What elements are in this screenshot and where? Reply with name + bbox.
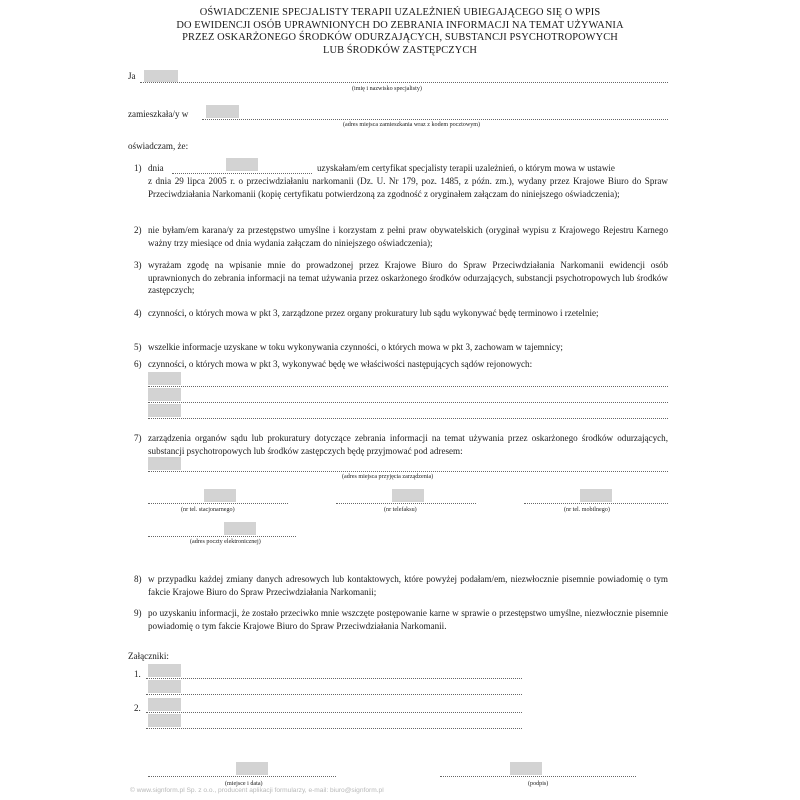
- court-field-1[interactable]: [148, 372, 181, 385]
- name-line: [140, 82, 668, 83]
- court-field-3[interactable]: [148, 404, 181, 417]
- email-field[interactable]: [224, 522, 256, 535]
- footer-copyright: © www.signform.pl Sp. z o.o., producent aplikacji formularzy, e-mail: biuro@signform.pl: [130, 787, 384, 794]
- delivery-address-line: [148, 471, 668, 472]
- court-line-2: [148, 402, 668, 403]
- fax-field[interactable]: [392, 489, 424, 502]
- item-1-dnia: dnia: [148, 163, 164, 173]
- attachment-1-line-a: [146, 678, 522, 679]
- attachment-1-field-a[interactable]: [148, 664, 181, 677]
- item-8-text: w przypadku każdej zmiany danych adresowych lub kontaktowych, które powyżej podałam/em, niezwłocznie pisemnie powiadomię o tym fakcie Krajowe Biuro do Spraw Przeciwdziałania Narkomanii;: [148, 574, 668, 597]
- title-line-2: DO EWIDENCJI OSÓB UPRAWNIONYCH DO ZEBRANIA INFORMACJI NA TEMAT UŻYWANIA: [176, 19, 624, 31]
- address-caption: (adres miejsca zamieszkania wraz z kodem pocztowym): [343, 122, 481, 128]
- phone-field[interactable]: [204, 489, 236, 502]
- place-date-field[interactable]: [236, 762, 268, 775]
- attachment-1-line-b: [146, 694, 522, 695]
- phone-line: [148, 503, 288, 504]
- item-3-number: 3): [134, 260, 142, 270]
- item-3-text: wyrażam zgodę na wpisanie mnie do prowadzonej przez Krajowe Biuro do Spraw Przeciwdziałania Narkomanii ewidencji osób uprawnionych do zebrania informacji na temat używania przez oskarżonego środków odurzających, substancji psychotropowych lub środków zastępczych;: [148, 260, 668, 296]
- item-9-text: po uzyskaniu informacji, że zostało przeciwko mnie wszczęte postępowanie karne w sprawie o przestępstwo umyślne, niezwłocznie pisemnie powiadomię o tym fakcie Krajowe Biuro do Spraw Przeciwdziałania Narkomanii.: [148, 608, 668, 631]
- attachments-label: Załączniki:: [128, 651, 169, 661]
- attachment-2-number: 2.: [134, 703, 141, 713]
- court-line-1: [148, 386, 668, 387]
- attachment-2-field-b[interactable]: [148, 714, 181, 727]
- item-9-number: 9): [134, 608, 142, 618]
- declare-text: oświadczam, że:: [128, 141, 189, 151]
- signature-field[interactable]: [510, 762, 542, 775]
- mobile-caption: (nr tel. mobilnego): [564, 507, 610, 513]
- name-field[interactable]: [144, 70, 178, 82]
- item-1-text-a: uzyskałam/em certyfikat specjalisty terapii uzależnień, o którym mowa w ustawie: [317, 163, 615, 173]
- court-field-2[interactable]: [148, 388, 181, 401]
- delivery-address-field[interactable]: [148, 457, 181, 470]
- item-4-number: 4): [134, 308, 142, 318]
- item-6-text: czynności, o których mowa w pkt 3, wykonywać będę we właściwości następujących sądów rejonowych:: [148, 359, 533, 369]
- resident-label: zamieszkała/y w: [128, 109, 189, 119]
- court-line-3: [148, 418, 668, 419]
- place-date-caption: (miejsce i data): [225, 781, 263, 787]
- item-1-number: 1): [134, 163, 142, 173]
- fax-line: [336, 503, 476, 504]
- attachment-2-line-a: [146, 712, 522, 713]
- address-line: [202, 119, 668, 120]
- attachment-2-field-a[interactable]: [148, 698, 181, 711]
- item-5-text: wszelkie informacje uzyskane w toku wykonywania czynności, o których mowa w pkt 3, zachowam w tajemnicy;: [148, 342, 563, 352]
- attachment-1-number: 1.: [134, 669, 141, 679]
- item-2-text: nie byłam/em karana/y za przestępstwo umyślne i korzystam z pełni praw obywatelskich (oryginał wypisu z Krajowego Rejestru Karnego ważny trzy miesiące od dnia wydania załączam do niniejszego oświadczenia);: [148, 225, 668, 248]
- item-6-number: 6): [134, 359, 142, 369]
- fax-caption: (nr telefaksu): [384, 507, 417, 513]
- delivery-address-caption: (adres miejsca przyjęcia zarządzenia): [342, 474, 434, 480]
- address-field[interactable]: [206, 105, 239, 118]
- place-date-line: [148, 776, 336, 777]
- mobile-line: [524, 503, 668, 504]
- mobile-field[interactable]: [580, 489, 612, 502]
- document-title: [140, 7, 660, 57]
- signature-line: [440, 776, 636, 777]
- ja-label: Ja: [128, 71, 136, 81]
- signature-caption: (podpis): [528, 781, 549, 787]
- title-line-1: OŚWIADCZENIE SPECJALISTY TERAPII UZALEŻNIEŃ UBIEGAJĄCEGO SIĘ O WPIS: [199, 7, 601, 18]
- item-5-number: 5): [134, 342, 142, 352]
- name-caption: (imię i nazwisko specjalisty): [352, 86, 422, 92]
- title-line-3: PRZEZ OSKARŻONEGO ŚRODKÓW ODURZAJĄCYCH, SUBSTANCJI PSYCHOTROPOWYCH: [182, 32, 618, 44]
- item-8-number: 8): [134, 574, 142, 584]
- email-line: [148, 536, 296, 537]
- phone-caption: (nr tel. stacjonarnego): [181, 507, 235, 513]
- item-7-text: zarządzenia organów sądu lub prokuratury dotyczące zebrania informacji na temat używania przez oskarżonego środków odurzających, substancji psychotropowych lub środków zastępczych będę przyjmować pod adresem:: [148, 433, 668, 456]
- item-1-date-line: [172, 173, 312, 174]
- item-2-number: 2): [134, 225, 142, 235]
- title-line-4: LUB ŚRODKÓW ZASTĘPCZYCH: [323, 44, 477, 56]
- item-7-number: 7): [134, 433, 142, 443]
- email-caption: (adres poczty elektronicznej): [190, 539, 261, 545]
- attachment-1-field-b[interactable]: [148, 680, 181, 693]
- item-1-date-field[interactable]: [226, 158, 258, 171]
- item-1-text-b: z dnia 29 lipca 2005 r. o przeciwdziałaniu narkomanii (Dz. U. Nr 179, poz. 1485, z późn. zm.), wydany przez Krajowe Biuro do Spraw Przeciwdziałania Narkomanii (kopię certyfikatu potwierdzoną za zgodność z oryginałem załączam do niniejszego oświadczenia);: [148, 176, 668, 199]
- attachment-2-line-b: [146, 728, 522, 729]
- item-4-text: czynności, o których mowa w pkt 3, zarządzone przez organy prokuratury lub sądu wykonywać będę terminowo i rzetelnie;: [148, 308, 599, 318]
